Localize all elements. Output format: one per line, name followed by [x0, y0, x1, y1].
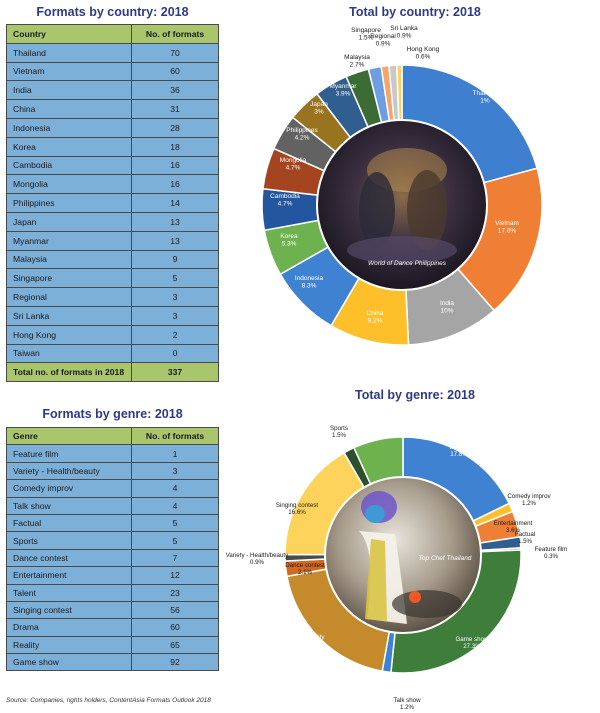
label-cell: Cambodia — [7, 156, 132, 175]
slice-label: Game show 27.3% — [455, 636, 489, 651]
table-row — [7, 288, 219, 307]
slice-label: Factual 1.5% — [514, 531, 536, 546]
value-cell: 16 — [132, 156, 219, 175]
value-cell: 5 — [132, 269, 219, 288]
value-cell: 18 — [132, 137, 219, 156]
table-row — [7, 269, 219, 288]
table-row — [7, 584, 219, 601]
slice-label: Sports 1.5% — [330, 425, 348, 440]
table-header — [7, 25, 219, 44]
slice-label: Philippines 4.2% — [286, 127, 318, 142]
table-row — [7, 480, 219, 497]
value-cell: 16 — [132, 175, 219, 194]
label-cell: Reality — [7, 636, 132, 653]
label-cell: Total no. of formats in 2018 — [7, 363, 132, 382]
table-row — [7, 601, 219, 618]
table-row — [7, 532, 219, 549]
value-cell: 56 — [132, 601, 219, 618]
slice-label: Malaysia 2.7% — [344, 54, 370, 69]
table-row — [7, 212, 219, 231]
slice-label: Cambodia 4.7% — [270, 193, 300, 208]
label-cell: Genre — [7, 428, 132, 445]
label-cell: Taiwan — [7, 344, 132, 363]
table-row — [7, 137, 219, 156]
slice-label: Indonesia 8.3% — [294, 275, 324, 290]
label-cell: Feature film — [7, 445, 132, 462]
slice-label: Entertainment 3.6% — [493, 520, 533, 535]
value-cell: 31 — [132, 100, 219, 119]
label-cell: Drama — [7, 619, 132, 636]
table-row — [7, 462, 219, 479]
slice-label: Singapore 1.5% — [351, 27, 381, 42]
label-cell: Regional — [7, 288, 132, 307]
label-cell: Dance contest — [7, 549, 132, 566]
table-total-row — [7, 363, 219, 382]
label-cell: Singapore — [7, 269, 132, 288]
value-cell: 337 — [132, 363, 219, 382]
value-cell: 60 — [132, 62, 219, 81]
genre-donut-chart — [225, 419, 568, 712]
table-row — [7, 306, 219, 325]
value-cell: 36 — [132, 81, 219, 100]
table-row — [7, 654, 219, 671]
country-table — [6, 24, 219, 382]
table-row — [7, 445, 219, 462]
table-row — [7, 250, 219, 269]
table-row — [7, 619, 219, 636]
genre-table-title: Formats by genre: 2018 — [42, 407, 183, 421]
value-cell: 92 — [132, 654, 219, 671]
value-cell: No. of formats — [132, 25, 219, 44]
slice-label: Talk show 1.2% — [393, 697, 421, 712]
slice-label: Singing contest 16.6% — [275, 502, 319, 517]
label-cell: Malaysia — [7, 250, 132, 269]
photo-caption: Top Chef Thailand — [418, 555, 472, 562]
table-row — [7, 497, 219, 514]
label-cell: Sports — [7, 532, 132, 549]
country-donut-chart — [257, 25, 547, 350]
value-cell: 5 — [132, 514, 219, 531]
table-row — [7, 43, 219, 62]
genre-chart-title: Total by genre: 2018 — [355, 388, 475, 402]
label-cell: Singing contest — [7, 601, 132, 618]
value-cell: 3 — [132, 306, 219, 325]
slice-label: Reality 19.3% — [305, 634, 325, 649]
slice-label: Vietnam 17.8% — [495, 220, 519, 235]
value-cell: 4 — [132, 497, 219, 514]
table-row — [7, 175, 219, 194]
table-row — [7, 81, 219, 100]
slice-label: Talent 6.8% — [371, 427, 389, 442]
table-row — [7, 514, 219, 531]
country-table-title: Formats by country: 2018 — [36, 5, 189, 19]
slice-label: Feature film 0.3% — [534, 546, 568, 561]
label-cell: Vietnam — [7, 62, 132, 81]
value-cell: 14 — [132, 194, 219, 213]
slice-label: Myanmar 3.9% — [329, 83, 357, 98]
photo-caption: World of Dance Philippines — [367, 260, 447, 267]
value-cell: 23 — [132, 584, 219, 601]
label-cell: Comedy improv — [7, 480, 132, 497]
value-cell: 4 — [132, 480, 219, 497]
table-row — [7, 100, 219, 119]
value-cell: 60 — [132, 619, 219, 636]
source-note: Source: Companies, rights holders, ContentAsia Formats Outlook 2018 — [6, 697, 211, 704]
label-cell: Entertainment — [7, 567, 132, 584]
slice-label: Drama 17.8% — [449, 444, 469, 459]
value-cell: 9 — [132, 250, 219, 269]
slice-label: Hong Kong 0.6% — [406, 46, 440, 61]
table-row — [7, 118, 219, 137]
value-cell: 1 — [132, 445, 219, 462]
genre-table — [6, 427, 219, 671]
slice-label: China 9.2% — [366, 310, 384, 325]
slice-label: Japan 3% — [310, 101, 328, 116]
slice-label: Dance contest 2.1% — [285, 562, 325, 577]
label-cell: India — [7, 81, 132, 100]
label-cell: Talk show — [7, 497, 132, 514]
table-row — [7, 549, 219, 566]
value-cell: No. of formats — [132, 428, 219, 445]
label-cell: Indonesia — [7, 118, 132, 137]
table-row — [7, 325, 219, 344]
label-cell: Korea — [7, 137, 132, 156]
value-cell: 13 — [132, 212, 219, 231]
table-row — [7, 567, 219, 584]
slice-label: Sri Lanka 0.9% — [390, 25, 418, 40]
label-cell: Japan — [7, 212, 132, 231]
country-chart-title: Total by country: 2018 — [349, 5, 481, 19]
value-cell: 7 — [132, 549, 219, 566]
table-row — [7, 62, 219, 81]
value-cell: 2 — [132, 325, 219, 344]
slice-label: Korea 5.3% — [280, 233, 298, 248]
value-cell: 28 — [132, 118, 219, 137]
table-row — [7, 344, 219, 363]
table-row — [7, 156, 219, 175]
table-header — [7, 428, 219, 445]
label-cell: Mongolia — [7, 175, 132, 194]
label-cell: Myanmar — [7, 231, 132, 250]
table-row — [7, 194, 219, 213]
label-cell: Game show — [7, 654, 132, 671]
slice-label: Mongolia 4.7% — [279, 157, 307, 172]
slice-label: Variety - Health/beauty 0.9% — [225, 552, 289, 567]
value-cell: 5 — [132, 532, 219, 549]
slice-label: India 10% — [439, 300, 455, 315]
slice-label: Thailand 1% — [472, 90, 498, 105]
slice-label: Comedy improv 1.2% — [507, 493, 551, 508]
label-cell: Talent — [7, 584, 132, 601]
value-cell: 13 — [132, 231, 219, 250]
table-row — [7, 636, 219, 653]
value-cell: 3 — [132, 462, 219, 479]
label-cell: China — [7, 100, 132, 119]
label-cell: Variety - Health/beauty — [7, 462, 132, 479]
slice-label: Regional 0.9% — [370, 33, 396, 48]
label-cell: Factual — [7, 514, 132, 531]
label-cell: Thailand — [7, 43, 132, 62]
table-row — [7, 231, 219, 250]
label-cell: Hong Kong — [7, 325, 132, 344]
value-cell: 65 — [132, 636, 219, 653]
value-cell: 12 — [132, 567, 219, 584]
label-cell: Philippines — [7, 194, 132, 213]
value-cell: 0 — [132, 344, 219, 363]
label-cell: Country — [7, 25, 132, 44]
value-cell: 3 — [132, 288, 219, 307]
label-cell: Sri Lanka — [7, 306, 132, 325]
value-cell: 70 — [132, 43, 219, 62]
